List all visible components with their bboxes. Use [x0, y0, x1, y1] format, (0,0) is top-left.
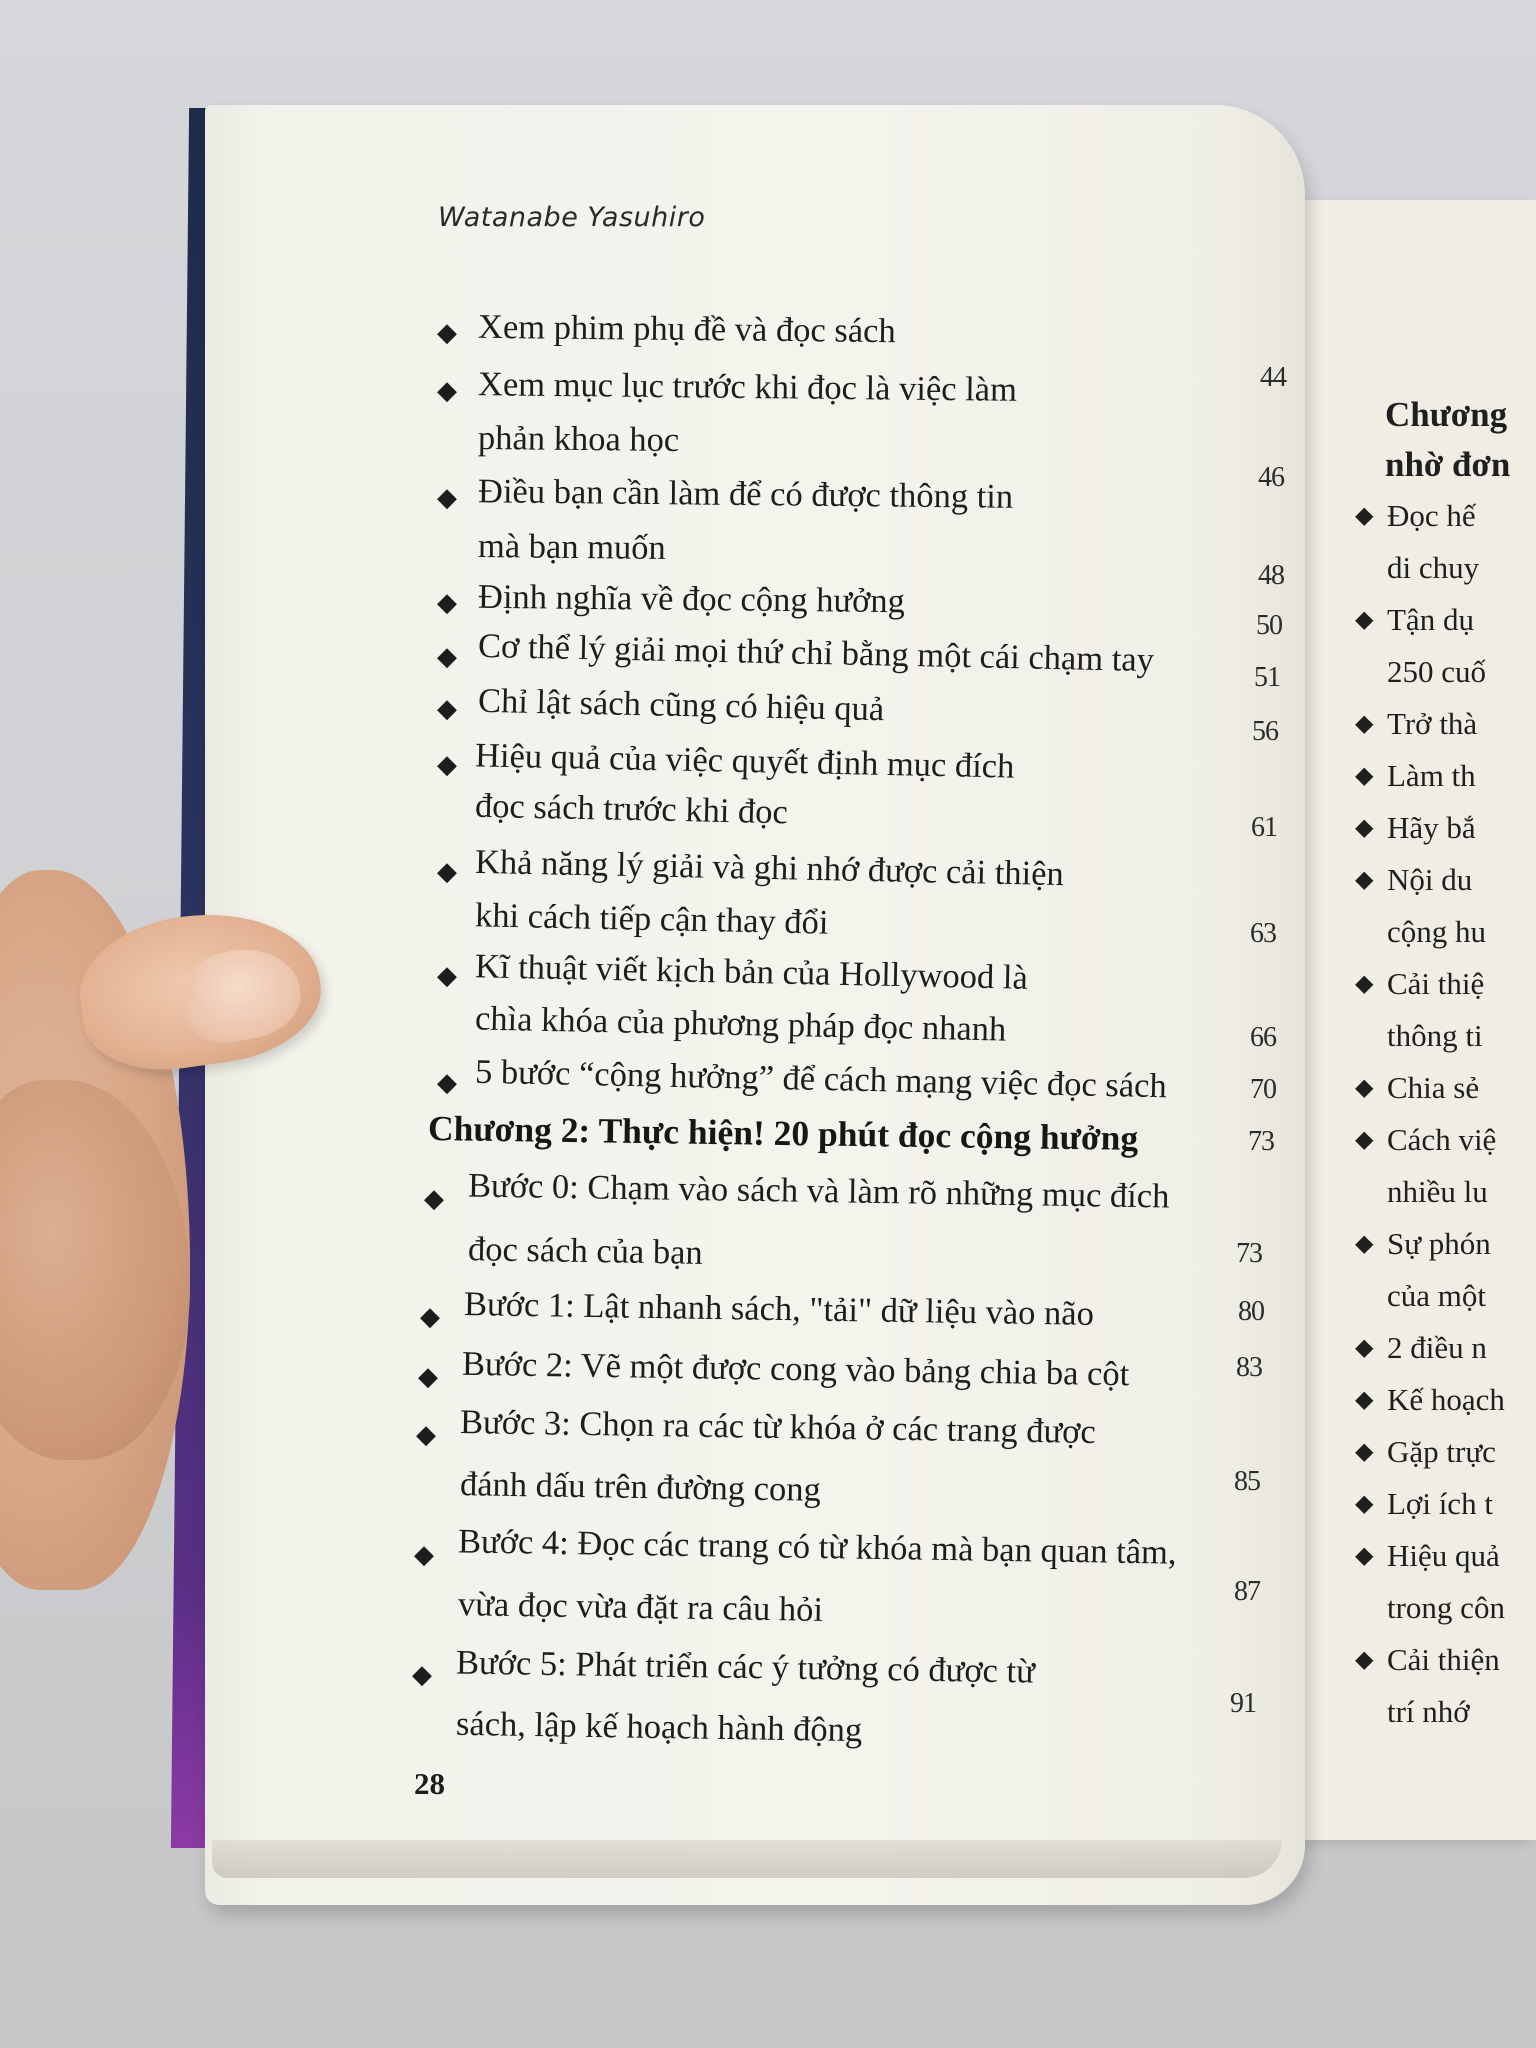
right-toc-text: Tận dụ	[1387, 602, 1474, 637]
toc-bullet-icon: ◆	[437, 642, 457, 671]
right-toc-row	[1355, 1478, 1536, 1530]
right-toc-text: Hiệu quả	[1387, 1538, 1500, 1573]
toc-entry-text: Bước 0: Chạm vào sách và làm rõ những mục đích	[467, 1166, 1170, 1216]
right-toc-row	[1355, 698, 1536, 750]
right-page-toc-list	[1355, 490, 1536, 1738]
toc-bullet-icon: ◆	[412, 1660, 432, 1689]
right-toc-row	[1355, 1010, 1536, 1062]
toc-bullet-icon: ◆	[1355, 1543, 1374, 1569]
toc-page-number: 51	[1254, 662, 1280, 693]
toc-bullet-icon: ◆	[1355, 1231, 1374, 1257]
toc-page-number: 80	[1238, 1296, 1264, 1327]
toc-entry-text: chìa khóa của phương pháp đọc nhanh	[474, 999, 1007, 1049]
toc-bullet-icon: ◆	[1355, 1335, 1374, 1361]
right-toc-text: di chuy	[1387, 550, 1480, 585]
toc-bullet-icon: ◆	[418, 1362, 438, 1391]
toc-entry-text: Xem mục lục trước khi đọc là việc làm	[477, 365, 1018, 409]
toc-entry-text: sách, lập kế hoạch hành động	[455, 1704, 863, 1750]
toc-bullet-icon: ◆	[437, 588, 457, 617]
right-toc-row	[1355, 1582, 1536, 1634]
toc-entry-text: mà bạn muốn	[477, 527, 666, 567]
toc-bullet-icon: ◆	[414, 1540, 434, 1569]
toc-bullet-icon: ◆	[437, 483, 457, 512]
toc-entry-text: Kĩ thuật viết kịch bản của Hollywood là	[474, 947, 1029, 997]
page-stack-edge	[212, 1840, 1282, 1878]
toc-page-number: 48	[1258, 560, 1284, 591]
right-toc-row	[1355, 1426, 1536, 1478]
toc-entry-text: Bước 4: Đọc các trang có từ khóa mà bạn quan tâm,	[457, 1522, 1177, 1572]
right-toc-row	[1355, 1218, 1536, 1270]
toc-entry-text: Điều bạn cần làm để có được thông tin	[477, 472, 1014, 516]
toc-entry-text: đọc sách của bạn	[467, 1230, 703, 1272]
toc-page-number: 63	[1250, 918, 1276, 949]
toc-bullet-icon: ◆	[437, 961, 457, 990]
toc-page-number: 61	[1251, 812, 1277, 843]
right-toc-row	[1355, 906, 1536, 958]
toc-entry-text: vừa đọc vừa đặt ra câu hỏi	[457, 1585, 824, 1629]
right-toc-row	[1355, 1322, 1536, 1374]
toc-bullet-icon: ◆	[1355, 867, 1374, 893]
toc-bullet-icon: ◆	[1355, 503, 1374, 529]
right-toc-text: Cải thiện	[1387, 1642, 1500, 1677]
chapter-2-page-number: 73	[1248, 1126, 1274, 1157]
right-toc-text: của một	[1387, 1278, 1486, 1313]
toc-page-number: 70	[1250, 1074, 1276, 1105]
right-toc-row	[1355, 750, 1536, 802]
toc-entry-text: đọc sách trước khi đọc	[474, 786, 789, 832]
right-toc-text: Hãy bắ	[1387, 810, 1476, 845]
right-toc-text: trong côn	[1387, 1590, 1505, 1625]
right-toc-text: 250 cuố	[1387, 654, 1487, 689]
toc-entry-text: Cơ thể lý giải mọi thứ chỉ bằng một cái chạm tay	[477, 626, 1155, 680]
right-toc-text: Chia sẻ	[1387, 1070, 1480, 1105]
toc-entry-text: Xem phim phụ đề và đọc sách	[477, 307, 896, 351]
toc-bullet-icon: ◆	[1355, 1075, 1374, 1101]
right-title-line-2: nhờ đơn	[1385, 445, 1511, 484]
right-toc-row	[1355, 1374, 1536, 1426]
toc-page-number: 87	[1234, 1576, 1260, 1607]
right-toc-text: Trở thà	[1387, 706, 1478, 741]
toc-page-number: 91	[1230, 1688, 1256, 1719]
toc-entry-text: Bước 3: Chọn ra các từ khóa ở các trang được	[459, 1403, 1097, 1451]
toc-page-number: 50	[1256, 610, 1282, 641]
toc-bullet-icon: ◆	[1355, 1491, 1374, 1517]
toc-entry-text: Chỉ lật sách cũng có hiệu quả	[477, 681, 885, 729]
right-toc-text: nhiều lu	[1387, 1174, 1488, 1209]
right-toc-text: Gặp trực	[1387, 1434, 1496, 1469]
toc-bullet-icon: ◆	[424, 1184, 444, 1213]
toc-entry-text: khi cách tiếp cận thay đổi	[474, 896, 829, 942]
toc-bullet-icon: ◆	[1355, 763, 1374, 789]
toc-bullet-icon: ◆	[1355, 1387, 1374, 1413]
right-toc-text: Làm th	[1387, 758, 1476, 793]
toc-page-number: 56	[1252, 716, 1278, 747]
right-toc-text: Nội du	[1387, 862, 1473, 897]
running-head-author: Watanabe Yasuhiro	[438, 202, 706, 233]
toc-bullet-icon: ◆	[437, 694, 457, 723]
right-toc-row	[1355, 802, 1536, 854]
toc-bullet-icon: ◆	[1355, 1439, 1374, 1465]
toc-bullet-icon: ◆	[1355, 815, 1374, 841]
right-toc-row	[1355, 1166, 1536, 1218]
toc-page-number: 66	[1250, 1022, 1276, 1053]
right-toc-row	[1355, 490, 1536, 542]
chapter-2-heading: Chương 2: Thực hiện! 20 phút đọc cộng hưởng	[427, 1108, 1139, 1158]
toc-bullet-icon: ◆	[437, 750, 457, 779]
toc-bullet-icon: ◆	[1355, 711, 1374, 737]
toc-entry-text: phản khoa học	[477, 418, 680, 460]
right-toc-text: thông ti	[1387, 1018, 1483, 1053]
toc-entry-text: 5 bước “cộng hưởng” để cách mạng việc đọc sách	[474, 1052, 1168, 1106]
toc-bullet-icon: ◆	[1355, 971, 1374, 997]
right-toc-row	[1355, 594, 1536, 646]
right-toc-row	[1355, 542, 1536, 594]
toc-page-number: 85	[1234, 1466, 1260, 1497]
right-toc-row	[1355, 958, 1536, 1010]
toc-bullet-icon: ◆	[437, 857, 457, 886]
toc-entry-text: Bước 1: Lật nhanh sách, "tải" dữ liệu vào não	[463, 1285, 1095, 1333]
right-toc-text: Sự phón	[1387, 1226, 1491, 1261]
right-toc-text: 2 điều n	[1387, 1330, 1487, 1365]
right-toc-row	[1355, 1530, 1536, 1582]
toc-bullet-icon: ◆	[437, 1068, 457, 1097]
toc-bullet-icon: ◆	[437, 318, 457, 347]
right-toc-text: cộng hu	[1387, 914, 1487, 949]
right-toc-text: Cách việ	[1387, 1122, 1497, 1157]
toc-entry-text: Bước 5: Phát triển các ý tưởng có được từ	[455, 1643, 1036, 1691]
toc-bullet-icon: ◆	[1355, 1647, 1374, 1673]
toc-entry-text: Hiệu quả của việc quyết định mục đích	[474, 736, 1015, 786]
page-number-folio: 28	[414, 1766, 445, 1801]
right-toc-text: Kế hoạch	[1387, 1382, 1505, 1417]
toc-entry-text: Bước 2: Vẽ một được cong vào bảng chia ba cột	[461, 1344, 1130, 1394]
toc-bullet-icon: ◆	[1355, 1127, 1374, 1153]
toc-page-number: 46	[1258, 462, 1284, 493]
right-toc-text: Lợi ích t	[1387, 1486, 1493, 1521]
right-toc-text: Cải thiệ	[1387, 966, 1485, 1001]
right-toc-row	[1355, 854, 1536, 906]
right-toc-row	[1355, 646, 1536, 698]
right-toc-row	[1355, 1062, 1536, 1114]
toc-entry-text: Định nghĩa về đọc cộng hưởng	[477, 577, 906, 621]
toc-entry-text: Khả năng lý giải và ghi nhớ được cải thiện	[474, 842, 1065, 894]
right-title-line-1: Chương	[1385, 395, 1508, 434]
right-toc-row	[1355, 1114, 1536, 1166]
toc-bullet-icon: ◆	[416, 1420, 436, 1449]
toc-entry-text: đánh dấu trên đường cong	[459, 1465, 822, 1509]
right-toc-row	[1355, 1634, 1536, 1686]
toc-bullet-icon: ◆	[437, 376, 457, 405]
right-toc-text: Đọc hế	[1387, 498, 1476, 533]
toc-bullet-icon: ◆	[420, 1302, 440, 1331]
toc-page-number: 73	[1236, 1238, 1262, 1269]
right-page-chapter-title	[1385, 390, 1536, 490]
right-toc-row	[1355, 1686, 1536, 1738]
toc-bullet-icon: ◆	[1355, 607, 1374, 633]
right-toc-text: trí nhớ	[1387, 1694, 1470, 1729]
right-toc-row	[1355, 1270, 1536, 1322]
toc-page-number: 44	[1260, 362, 1286, 393]
toc-page-number: 83	[1236, 1352, 1262, 1383]
